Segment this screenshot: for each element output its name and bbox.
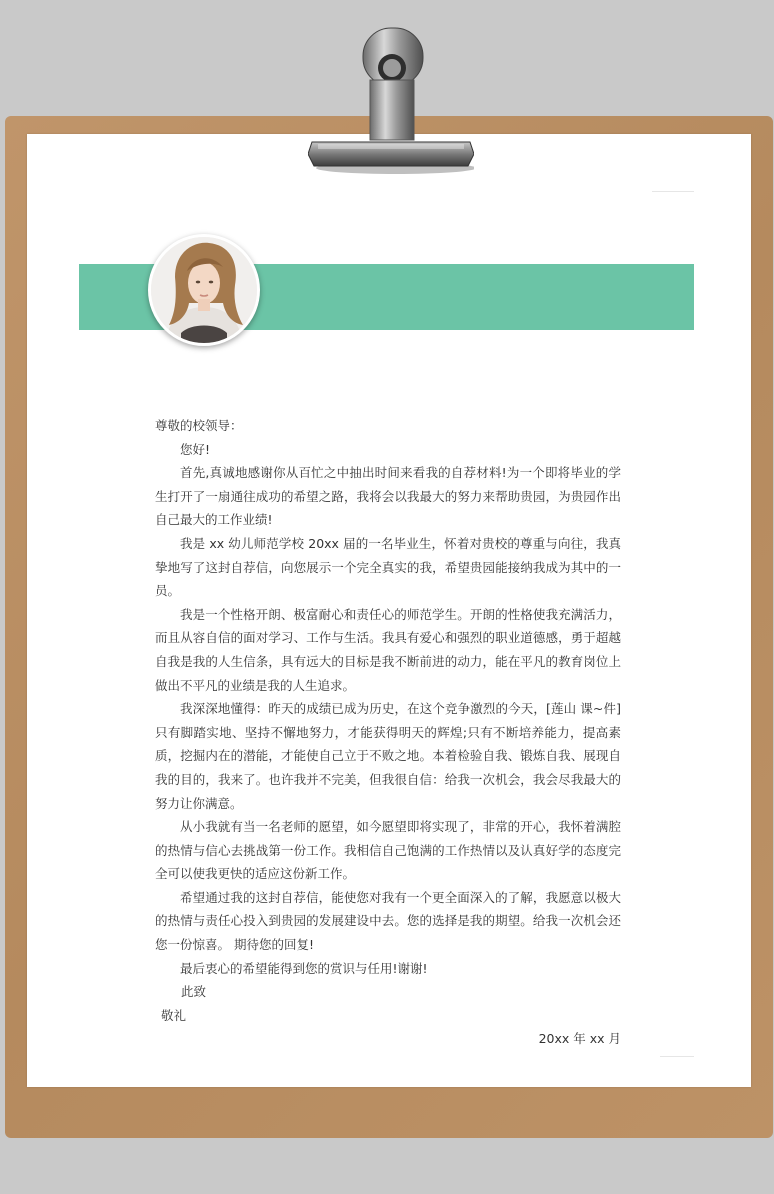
- letter-salutation: 尊敬的校领导：: [155, 418, 243, 433]
- letter-paragraph: 我是 xx 幼儿师范学校 20xx 届的一名毕业生，怀着对贵校的尊重与向往，我真挚地写了这封自荐信，向您展示一个完全真实的我，希望贵园能接纳我成为其中的一员。: [155, 535, 621, 599]
- letter-closing-cizhi: 此致: [181, 984, 207, 1000]
- letter-date: 20xx 年 xx 月: [538, 1031, 621, 1047]
- letter-closing-jingli: 敬礼: [161, 1007, 187, 1023]
- letter-paragraph: 首先,真诚地感谢你从百忙之中抽出时间来看我的自荐材料!为一个即将毕业的学生打开了一扇通往成功的希望之路，我将会以我最大的努力来帮助贵园，为贵园作出自己最大的工作业绩!: [155, 465, 621, 528]
- binder-clip-icon: [308, 26, 474, 176]
- letter-paragraph: 希望通过我的这封自荐信，能使您对我有一个更全面深入的了解，我愿意以极大的热情与责任心投入到贵园的发展建设中去。您的选择是我的期望。给我一次机会还您一份惊喜。 期待您的回复!: [155, 889, 621, 953]
- person-portrait-icon: [151, 237, 257, 343]
- letter-paragraph: 从小我就有当一名老师的愿望，如今愿望即将实现了，非常的开心，我怀着满腔的热情与信心去挑战第一份工作。我相信自己饱满的工作热情以及认真好学的态度完全可以使我更快的适应这份新工作。: [155, 819, 621, 882]
- profile-photo: [148, 234, 260, 346]
- letter-paragraph: 我深深地懂得：昨天的成绩已成为历史，在这个竞争激烈的今天，[莲山 课~件]只有脚踏实地、坚持不懈地努力，才能获得明天的辉煌;只有不断培养能力，提高素质，挖掘内在的潜能，才能使自己立于不败之地。本着检验自我、锻炼自我、展现自我的目的，我来了。也许我并不完美，但我很自信：给我一次机会，我会尽我最大的努力让你满意。: [155, 701, 621, 811]
- letter-paragraph: 我是一个性格开朗、极富耐心和责任心的师范学生。开朗的性格使我充满活力，而且从容自信的面对学习、工作与生活。我具有爱心和强烈的职业道德感，勇于超越自我是我的人生信条，具有远大的目标是我不断前进的动力，能在平凡的教育岗位上做出不平凡的业绩是我的人生追求。: [155, 606, 621, 693]
- letter-greeting: 您好!: [180, 441, 211, 457]
- paper-corner-mark-bottom: [660, 1056, 694, 1057]
- paper-corner-mark-top: [652, 191, 694, 192]
- letter-paragraph: 最后衷心的希望能得到您的赏识与任用!谢谢!: [180, 960, 428, 976]
- cover-letter-body: [155, 414, 621, 1051]
